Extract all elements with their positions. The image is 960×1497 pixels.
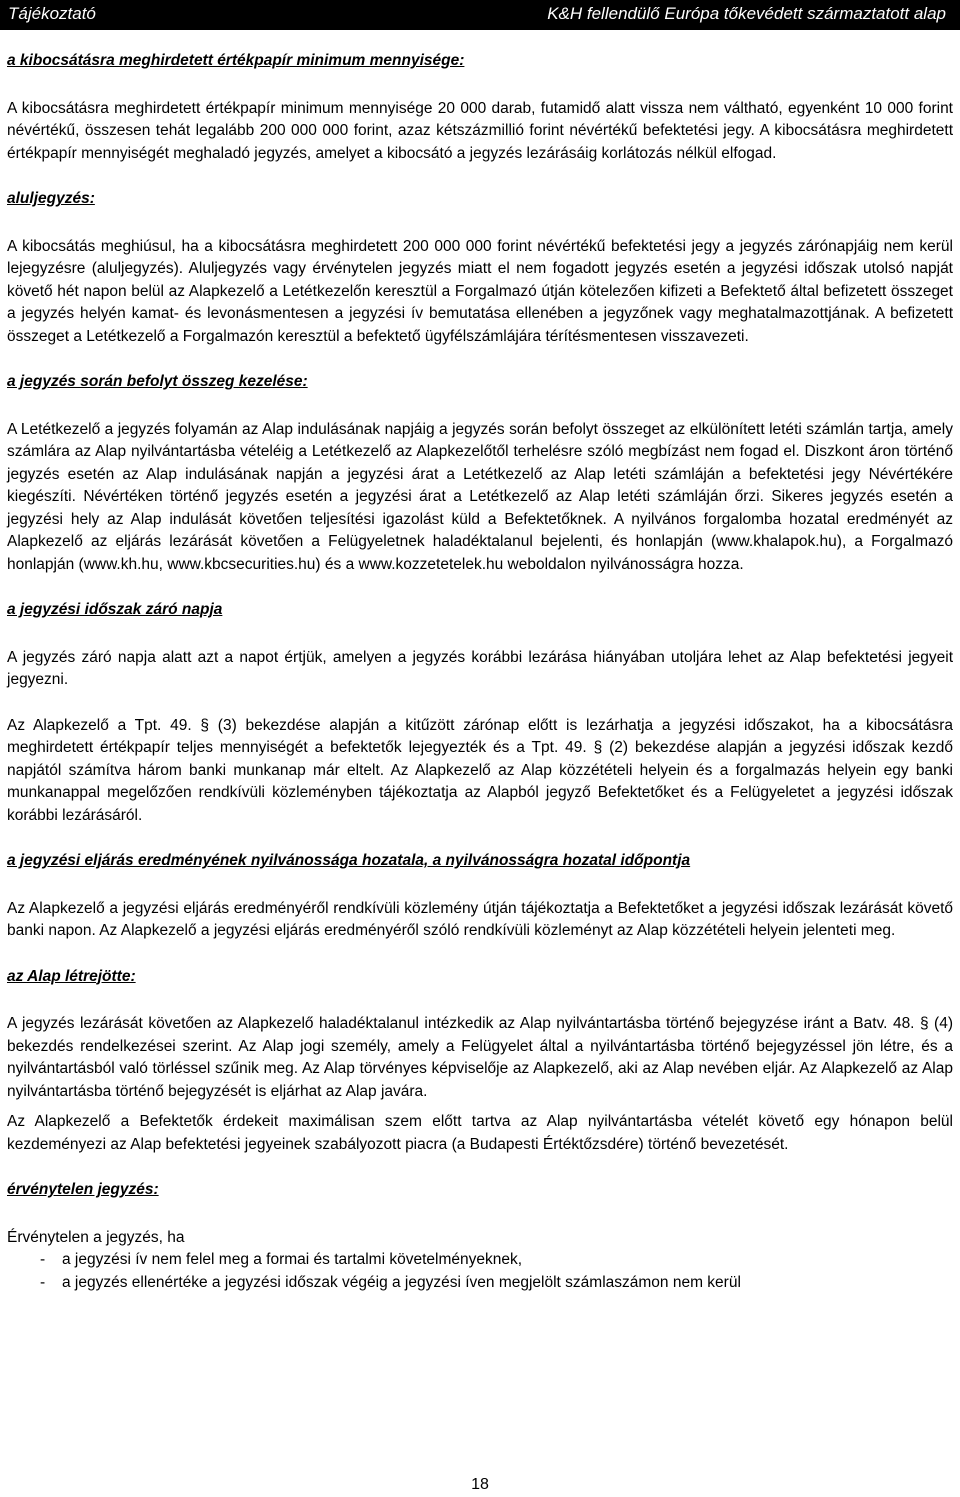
paragraph: A Letétkezelő a jegyzés folyamán az Alap indulásának napjáig a jegyzés során befolyt összeget az elkülönített letéti számlán tartja, amely számlára az Alap nyilvántartásba vételéig a Letétkezelő az Alapkezelőtől terhelésre szóló megbízást nem fogad el. Diszkont áron történő jegyzés esetén az Alap indulásának napján a jegyzési árat a Letétkezelő az Alap letéti számláján a befektetési jegy Névértékére kiegészíti. Névértéken történő jegyzés esetén a jegyzési árat a Letétkezelő az Alap letéti számláján őrzi. Sikeres jegyzés esetén a jegyzési hely az Alap indulását követően teljesítési igazolást küld a Befektetőknek. A nyilvános forgalomba hozatal eredményét az Alapkezelő az eljárás lezárását követően a Felügyeletnek haladéktalanul bejelenti, és honlapján (www.khalapok.hu), a Forgalmazó honlapján (www.kh.hu, www.kbcsecurities.hu) és a www.kozzetetelek.hu weboldalon nyilvánosságra hozza. xyxy=(7,420,953,573)
paragraph: Érvénytelen a jegyzés, ha xyxy=(7,1228,185,1246)
section-amount-handling xyxy=(7,371,953,576)
section-heading: érvénytelen jegyzés: xyxy=(7,1181,159,1198)
paragraph: Az Alapkezelő a jegyzési eljárás eredményéről rendkívüli közlemény útján tájékoztatja a Befektetőket a jegyzési időszak lezárását követő banki napon. Az Alapkezelő a jegyzési eljárás eredményéről szóló rendkívüli közleményt az Alap közzétételi helyein jelenteti meg. xyxy=(7,899,953,939)
list-item: - a jegyzési ív nem felel meg a formai és tartalmi követelményeknek, xyxy=(7,1249,953,1272)
paragraph: A jegyzés záró napja alatt azt a napot értjük, amelyen a jegyzés korábbi lezárása hiányában utoljára lehet az Alap befektetési jegyeit jegyezni. xyxy=(7,648,953,688)
header-left-title: Tájékoztató xyxy=(8,4,96,23)
section-heading: a kibocsátásra meghirdetett értékpapír minimum mennyisége: xyxy=(7,52,465,69)
header-right-title: K&H fellendülő Európa tőkevédett származtatott alap xyxy=(547,4,946,23)
section-min-amount xyxy=(7,50,953,165)
section-result-publication xyxy=(7,850,953,943)
section-heading: aluljegyzés: xyxy=(7,190,95,207)
section-fund-creation xyxy=(7,966,953,1157)
section-heading: a jegyzési időszak záró napja xyxy=(7,601,223,618)
section-heading: a jegyzés során befolyt összeg kezelése: xyxy=(7,373,308,390)
paragraph: A kibocsátás meghiúsul, ha a kibocsátásra meghirdetett 200 000 000 forint névértékű befektetési jegy a jegyzés zárónapjáig nem kerül lejegyzésre (aluljegyzés). Aluljegyzés vagy érvénytelen jegyzés miatt el nem fogadott jegyzés esetén a jegyzési időszak utolsó napját követő hét napon belül az Alapkezelő a Letétkezelőn keresztül a Forgalmazó útján kötelezően kifizeti a Befektető által befizetett összeget a jegyzés helyén kamat- és levonásmentesen a jegyzési ív bemutatása ellenében a jegyzőnek vagy meghatalmazottjának. A befizetett összeget a Letétkezelő a Forgalmazón keresztül a befektető ügyfélszámlájára térítésmentesen visszavezeti. xyxy=(7,237,953,345)
paragraph: A jegyzés lezárását követően az Alapkezelő haladéktalanul intézkedik az Alap nyilvántartásba történő bejegyzése iránt a Batv. 48. § (4) bekezdés rendelkezései szerint. Az Alap jogi személy, amely a Felügyelet által a nyilvántartásba történő bejegyzéssel jön létre, és a nyilvántartásból való törléssel szűnik meg. Az Alap törvényes képviselője az Alapkezelő, aki az Alap nevében eljár. Az Alapkezelő az Alap nyilvántartásba történő bejegyzését is eljárhat az Alap javára. xyxy=(7,1015,953,1100)
list-item: - a jegyzés ellenértéke a jegyzési időszak végéig a jegyzési íven megjelölt számlaszámon nem kerül xyxy=(7,1272,953,1295)
section-closing-day xyxy=(7,599,953,827)
paragraph: Az Alapkezelő a Befektetők érdekeit maximálisan szem előtt tartva az Alap nyilvántartásba vételét követő egy hónapon belül kezdeményezi az Alap befektetési jegyeinek szabályozott piacra (a Budapesti Értéktőzsdére) történő bevezetését. xyxy=(7,1113,953,1153)
invalid-conditions-list xyxy=(7,1249,953,1294)
section-heading: az Alap létrejötte: xyxy=(7,967,136,985)
section-invalid-subscription xyxy=(7,1179,953,1294)
page-number: 18 xyxy=(471,1476,489,1493)
document-body xyxy=(7,50,953,1294)
section-heading: a jegyzési eljárás eredményének nyilvánossága hozatala, a nyilvánosságra hozatal időpontja xyxy=(7,852,691,869)
paragraph: Az Alapkezelő a Tpt. 49. § (3) bekezdése alapján a kitűzött zárónap előtt is lezárhatja a jegyzési időszakot, ha a kibocsátásra meghirdetett értékpapír teljes mennyiségét a befektetők lejegyezték és a Tpt. 49. § (2) bekezdése alapján a jegyzési időszak kezdő napjától számítva három banki munkanap már eltelt. Az Alapkezelő az Alap közzétételi helyein és a forgalmazás helyein egy banki munkanappal megelőzően rendkívüli közleményben tájékoztatja az Alapból jegyző Befektetőket és a Felügyeletet a jegyzési időszak korábbi lezárásáról. xyxy=(7,716,953,824)
section-undersubscription xyxy=(7,188,953,348)
page-header xyxy=(0,0,960,30)
paragraph: A kibocsátásra meghirdetett értékpapír minimum mennyisége 20 000 darab, futamidő alatt vissza nem váltható, egyenként 10 000 forint névértékű, összesen tehát legalább 200 000 000 forint, azaz kétszázmillió forint névértékű befektetési jegy. A kibocsátásra meghirdetett értékpapír mennyiségét meghaladó jegyzés, amelyet a kibocsátó a jegyzés lezárásáig korlátozás nélkül elfogad. xyxy=(7,99,953,162)
